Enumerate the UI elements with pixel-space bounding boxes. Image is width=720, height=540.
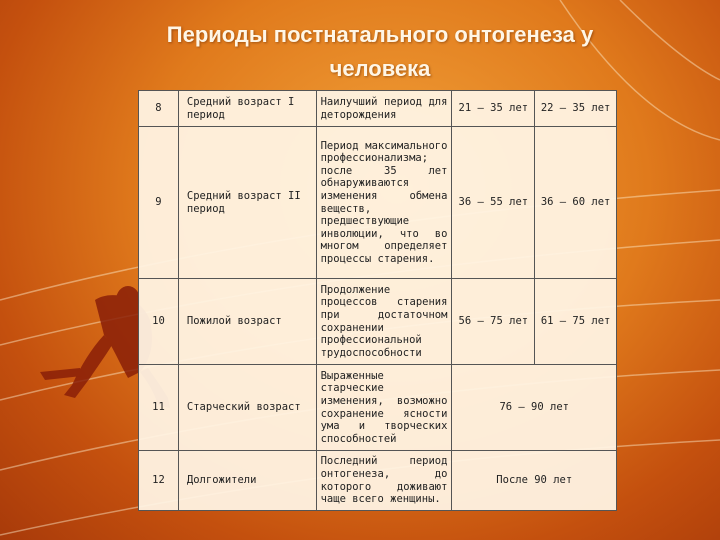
period-name: Старческий возраст — [178, 365, 316, 451]
period-name: Средний возраст II период — [178, 127, 316, 279]
table-row — [139, 365, 617, 451]
male-age: 21 – 35 лет — [452, 91, 535, 127]
male-age: 36 – 55 лет — [452, 127, 535, 279]
table-row — [139, 451, 617, 511]
page-title: Периоды постнатального онтогенеза у человека — [166, 22, 594, 81]
period-number: 9 — [139, 127, 179, 279]
period-description: Период максимального профессионализма; после 35 лет обнаруживаются изменения обмена веществ, предшествующие инволюции, что во многом определяет процессы старения. — [316, 127, 452, 279]
period-number: 8 — [139, 91, 179, 127]
female-age: 22 – 35 лет — [535, 91, 617, 127]
female-age: 36 – 60 лет — [535, 127, 617, 279]
table-row — [139, 91, 617, 127]
period-description: Последний период онтогенеза, до которого доживают чаще всего женщины. — [316, 451, 452, 511]
period-description: Выраженные старческие изменения, возможно сохранение ясности ума и творческих способностей — [316, 365, 452, 451]
female-age: 61 – 75 лет — [535, 279, 617, 365]
ontogenesis-table — [138, 90, 617, 511]
period-name: Средний возраст I период — [178, 91, 316, 127]
table-row — [139, 127, 617, 279]
period-name: Долгожители — [178, 451, 316, 511]
period-number: 10 — [139, 279, 179, 365]
age-range-both: 76 – 90 лет — [452, 365, 617, 451]
age-range-both: После 90 лет — [452, 451, 617, 511]
period-number: 11 — [139, 365, 179, 451]
period-name: Пожилой возраст — [178, 279, 316, 365]
period-description: Наилучший период для деторождения — [316, 91, 452, 127]
period-number: 12 — [139, 451, 179, 511]
male-age: 56 – 75 лет — [452, 279, 535, 365]
period-description: Продолжение процессов старения при достаточном сохранении профессиональной трудоспособности — [316, 279, 452, 365]
table-row — [139, 279, 617, 365]
